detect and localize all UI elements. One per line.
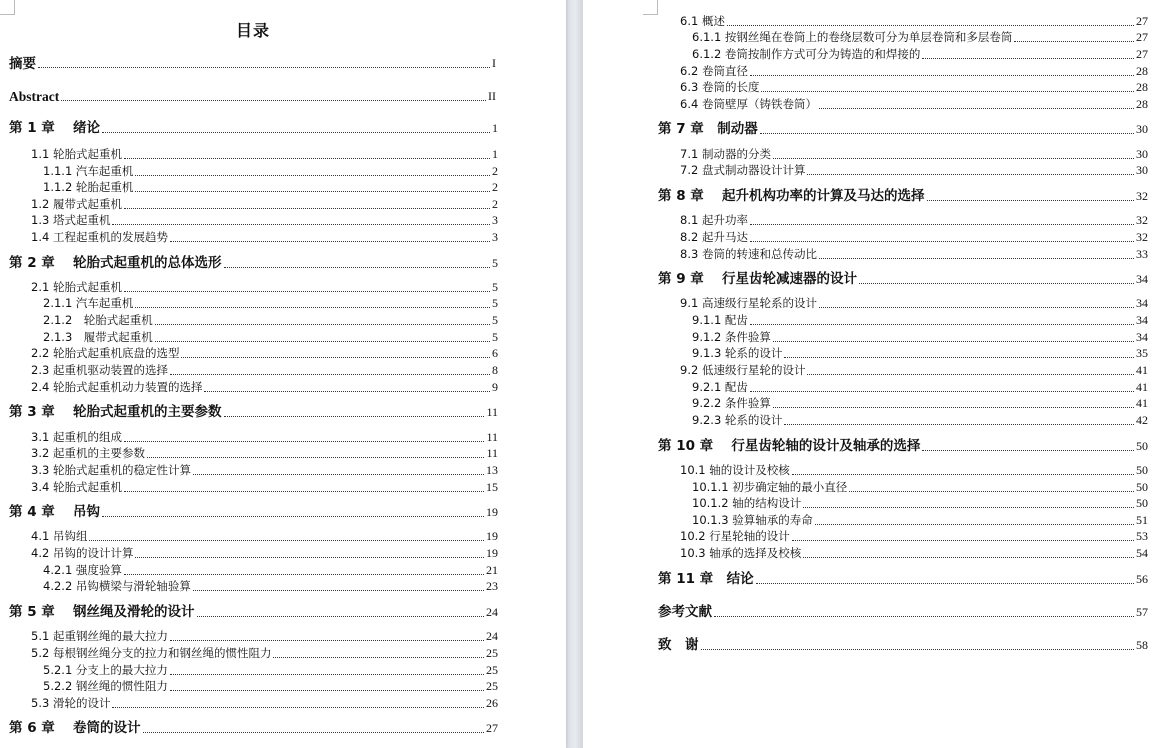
toc-chapter-entry[interactable] (9, 605, 498, 620)
page-gutter (566, 0, 583, 748)
toc-entry-label: 1.4 工程起重机的发展趋势 (31, 230, 168, 244)
toc-entry[interactable] (31, 363, 498, 378)
toc-entry[interactable] (680, 296, 1148, 311)
toc-chapter-entry[interactable] (9, 505, 498, 520)
toc-entry[interactable] (680, 463, 1148, 478)
toc-entry-label: 6.4 卷筒壁厚（铸铁卷筒） (680, 97, 817, 111)
toc-entry[interactable] (692, 396, 1148, 411)
toc-entry-label: 第 3 章 轮胎式起重机的主要参数 (9, 404, 222, 420)
toc-entry[interactable] (680, 529, 1148, 544)
toc-entry[interactable] (31, 280, 498, 295)
toc-entry-page-number: 6 (492, 346, 498, 360)
toc-entry-label: 8.1 起升功率 (680, 213, 748, 227)
toc-entry-page-number: 21 (486, 563, 498, 577)
toc-entry[interactable] (680, 64, 1148, 79)
toc-entry-label: 8.2 起升马达 (680, 230, 748, 244)
toc-entry-page-number: 28 (1136, 80, 1148, 94)
dot-leader (170, 674, 484, 675)
dot-leader (859, 283, 1134, 284)
toc-entry[interactable] (31, 463, 498, 478)
toc-entry[interactable] (31, 147, 498, 162)
toc-entry-label: 9.1.2 条件验算 (692, 330, 771, 344)
dot-leader (750, 324, 1134, 325)
toc-entry-page-number: 3 (492, 230, 498, 244)
dot-leader (761, 91, 1134, 92)
toc-entry[interactable] (680, 14, 1148, 29)
toc-entry-page-number: 3 (492, 213, 498, 227)
toc-entry-label: 第 8 章 起升机构功率的计算及马达的选择 (658, 188, 925, 204)
toc-chapter-entry[interactable] (9, 405, 498, 420)
toc-entry-page-number: 57 (1136, 605, 1148, 619)
toc-entry[interactable] (692, 313, 1148, 328)
dot-leader (815, 524, 1134, 525)
dot-leader (224, 267, 491, 268)
dot-leader (197, 616, 485, 617)
dot-leader (750, 224, 1134, 225)
toc-entry[interactable] (31, 529, 498, 544)
toc-entry[interactable] (43, 180, 498, 195)
dot-leader (807, 374, 1134, 375)
toc-entry[interactable] (680, 546, 1148, 561)
toc-entry-label: 10.1 轴的设计及校核 (680, 463, 790, 477)
toc-entry[interactable] (31, 213, 498, 228)
dot-leader (170, 690, 484, 691)
toc-entry[interactable] (43, 164, 498, 179)
toc-entry-page-number: 19 (486, 505, 498, 519)
toc-entry[interactable] (692, 413, 1148, 428)
toc-entry[interactable] (692, 380, 1148, 395)
toc-entry-page-number: 30 (1136, 122, 1148, 136)
toc-entry[interactable] (43, 579, 498, 594)
toc-entry-page-number: 25 (486, 646, 498, 660)
toc-entry[interactable] (31, 230, 498, 245)
toc-entry-label: 3.2 起重机的主要参数 (31, 446, 145, 460)
toc-chapter-entry[interactable] (658, 122, 1148, 137)
toc-chapter-entry[interactable] (9, 121, 498, 136)
toc-entry-page-number: 25 (486, 679, 498, 693)
toc-entry[interactable] (31, 546, 498, 561)
toc-entry[interactable] (692, 30, 1148, 45)
toc-entry-page-number: 5 (492, 330, 498, 344)
toc-entry-label: 第 10 章 行星齿轮轴的设计及轴承的选择 (658, 438, 921, 454)
dot-leader (756, 583, 1134, 584)
dot-leader (38, 67, 490, 68)
dot-leader (155, 324, 490, 325)
toc-entry-label: 6.1 概述 (680, 14, 725, 28)
toc-entry-label: 1.2 履带式起重机 (31, 197, 122, 211)
dot-leader (224, 416, 485, 417)
toc-entry-label: 10.1.3 验算轴承的寿命 (692, 513, 813, 527)
dot-leader (807, 174, 1134, 175)
toc-entry-page-number: 35 (1136, 346, 1148, 360)
toc-entry-page-number: 19 (486, 546, 498, 560)
dot-leader (819, 258, 1134, 259)
toc-entry[interactable] (692, 47, 1148, 62)
dot-leader (773, 341, 1134, 342)
toc-entry[interactable] (692, 496, 1148, 511)
dot-leader (135, 557, 484, 558)
toc-entry[interactable] (31, 629, 498, 644)
toc-entry-label: 10.1.1 初步确定轴的最小直径 (692, 480, 848, 494)
toc-entry-page-number: 2 (492, 164, 498, 178)
toc-entry-page-number: 50 (1136, 439, 1148, 453)
toc-entry-label: 2.1.2 轮胎式起重机 (43, 313, 153, 327)
dot-leader (760, 133, 1134, 134)
toc-entry[interactable] (680, 97, 1148, 112)
toc-entry-page-number: 11 (486, 405, 498, 419)
toc-entry-label: 5.2.1 分支上的最大拉力 (43, 663, 168, 677)
dot-leader (89, 540, 484, 541)
toc-entry[interactable] (43, 313, 498, 328)
toc-entry-page-number: 26 (486, 696, 498, 710)
toc-chapter-entry[interactable] (658, 272, 1148, 287)
toc-entry-label: 第 1 章 绪论 (9, 120, 100, 136)
dot-leader (124, 574, 484, 575)
toc-entry-page-number: 41 (1136, 363, 1148, 377)
toc-entry[interactable] (692, 480, 1148, 495)
toc-entry-page-number: 32 (1136, 213, 1148, 227)
dot-leader (803, 557, 1134, 558)
toc-entry-label: 4.2.2 吊钩横梁与滑轮轴验算 (43, 579, 191, 593)
toc-entry-label: 10.3 轴承的选择及校核 (680, 546, 802, 560)
toc-entry-label: 6.1.2 卷筒按制作方式可分为铸造的和焊接的 (692, 47, 921, 61)
dot-leader (792, 540, 1134, 541)
toc-entry-label: 2.3 起重机驱动装置的选择 (31, 363, 168, 377)
toc-entry-label: 3.4 轮胎式起重机 (31, 480, 122, 494)
toc-entry[interactable] (680, 363, 1148, 378)
dot-leader (124, 491, 484, 492)
dot-leader (135, 175, 490, 176)
dot-leader (155, 341, 490, 342)
toc-entry-page-number: 50 (1136, 463, 1148, 477)
dot-leader (922, 450, 1134, 451)
dot-leader (124, 208, 490, 209)
dot-leader (750, 241, 1134, 242)
toc-entry-label: 1.1.2 轮胎起重机 (43, 180, 134, 194)
toc-entry-label: 第 9 章 行星齿轮减速器的设计 (658, 271, 857, 287)
toc-entry[interactable] (31, 480, 498, 495)
toc-entry-page-number: 2 (492, 180, 498, 194)
document-page-right (583, 0, 1169, 748)
toc-chapter-entry[interactable] (658, 638, 1148, 653)
dot-leader (792, 474, 1134, 475)
toc-entry[interactable] (680, 230, 1148, 245)
toc-entry-page-number: 15 (486, 480, 498, 494)
toc-entry-label: 10.1.2 轴的结构设计 (692, 496, 802, 510)
toc-entry-label: 第 6 章 卷筒的设计 (9, 720, 141, 736)
dot-leader (124, 291, 490, 292)
toc-entry-page-number: 54 (1136, 546, 1148, 560)
toc-entry-label: 9.1 高速级行星轮系的设计 (680, 296, 817, 310)
toc-entry-page-number: II (488, 89, 496, 103)
dot-leader (143, 732, 485, 733)
toc-entry-page-number: 5 (492, 313, 498, 327)
dot-leader (135, 191, 490, 192)
toc-title: 目录 (235, 21, 270, 40)
toc-entry-label: 9.2.1 配齿 (692, 380, 748, 394)
toc-entry[interactable] (692, 330, 1148, 345)
toc-entry-page-number: 41 (1136, 396, 1148, 410)
toc-chapter-entry[interactable] (658, 572, 1148, 587)
toc-chapter-entry[interactable] (9, 89, 496, 104)
dot-leader (193, 590, 484, 591)
toc-entry-label: 8.3 卷筒的转速和总传动比 (680, 247, 817, 261)
toc-entry-page-number: 24 (486, 629, 498, 643)
crop-mark (0, 0, 15, 15)
toc-entry-page-number: 34 (1136, 330, 1148, 344)
toc-entry[interactable] (43, 330, 498, 345)
toc-entry-label: 5.3 滑轮的设计 (31, 696, 111, 710)
dot-leader (922, 58, 1134, 59)
toc-entry-label: 致 谢 (658, 637, 699, 653)
dot-leader (273, 657, 484, 658)
toc-entry-page-number: 19 (486, 529, 498, 543)
dot-leader (773, 158, 1134, 159)
toc-entry-page-number: 56 (1136, 572, 1148, 586)
toc-entry-page-number: 34 (1136, 272, 1148, 286)
toc-entry-label: 7.1 制动器的分类 (680, 147, 771, 161)
dot-leader (927, 200, 1135, 201)
toc-entry-label: 9.1.3 轮系的设计 (692, 346, 783, 360)
toc-entry[interactable] (31, 197, 498, 212)
toc-entry-label: 6.1.1 按钢丝绳在卷筒上的卷绕层数可分为单层卷筒和多层卷筒 (692, 30, 1013, 44)
toc-entry[interactable] (692, 513, 1148, 528)
toc-entry[interactable] (43, 563, 498, 578)
toc-entry-page-number: 30 (1136, 163, 1148, 177)
document-page-left (0, 0, 566, 748)
toc-entry-label: 3.1 起重机的组成 (31, 430, 122, 444)
toc-chapter-entry[interactable] (9, 256, 498, 271)
toc-entry-label: 参考文献 (658, 604, 712, 620)
toc-entry-page-number: 27 (486, 721, 498, 735)
toc-entry-label: 第 11 章 结论 (658, 571, 754, 587)
toc-entry-page-number: I (492, 56, 496, 70)
toc-entry-label: 1.3 塔式起重机 (31, 213, 111, 227)
dot-leader (773, 407, 1134, 408)
toc-entry-label: 第 2 章 轮胎式起重机的总体选形 (9, 255, 222, 271)
toc-entry-label: 2.1.3 履带式起重机 (43, 330, 153, 344)
dot-leader (181, 357, 490, 358)
toc-entry-page-number: 8 (492, 363, 498, 377)
dot-leader (1014, 41, 1134, 42)
toc-entry-page-number: 32 (1136, 189, 1148, 203)
dot-leader (61, 100, 486, 101)
toc-chapter-entry[interactable] (658, 605, 1148, 620)
dot-leader (170, 241, 490, 242)
dot-leader (819, 108, 1134, 109)
toc-entry-page-number: 5 (492, 256, 498, 270)
toc-entry[interactable] (680, 147, 1148, 162)
dot-leader (701, 649, 1135, 650)
toc-entry[interactable] (31, 380, 498, 395)
toc-entry-page-number: 13 (486, 463, 498, 477)
toc-entry[interactable] (43, 296, 498, 311)
toc-entry[interactable] (692, 346, 1148, 361)
toc-entry-label: 4.1 吊钩组 (31, 529, 88, 543)
toc-entry-page-number: 32 (1136, 230, 1148, 244)
toc-entry-label: 4.2 吊钩的设计计算 (31, 546, 134, 560)
dot-leader (170, 374, 490, 375)
toc-entry-label: 10.2 行星轮轴的设计 (680, 529, 790, 543)
toc-entry-label: 5.1 起重钢丝绳的最大拉力 (31, 629, 168, 643)
dot-leader (170, 640, 484, 641)
dot-leader (112, 707, 484, 708)
toc-entry[interactable] (31, 446, 498, 461)
toc-entry[interactable] (43, 679, 498, 694)
dot-leader (112, 224, 490, 225)
dot-leader (750, 75, 1134, 76)
toc-entry-label: 3.3 轮胎式起重机的稳定性计算 (31, 463, 191, 477)
toc-entry-label: 6.3 卷筒的长度 (680, 80, 760, 94)
toc-entry[interactable] (43, 663, 498, 678)
dot-leader (124, 441, 484, 442)
toc-entry[interactable] (31, 346, 498, 361)
toc-entry-label: 9.2 低速级行星轮的设计 (680, 363, 806, 377)
toc-entry-page-number: 27 (1136, 47, 1148, 61)
toc-entry-page-number: 34 (1136, 296, 1148, 310)
toc-entry-page-number: 28 (1136, 97, 1148, 111)
toc-entry-label: 第 7 章 制动器 (658, 121, 758, 137)
toc-entry-page-number: 53 (1136, 529, 1148, 543)
toc-entry-label: 第 4 章 吊钩 (9, 504, 100, 520)
toc-entry-page-number: 41 (1136, 380, 1148, 394)
toc-entry-page-number: 28 (1136, 64, 1148, 78)
toc-entry-label: 9.2.2 条件验算 (692, 396, 771, 410)
toc-entry-page-number: 58 (1136, 638, 1148, 652)
dot-leader (102, 132, 490, 133)
toc-entry-label: 1.1.1 汽车起重机 (43, 164, 134, 178)
dot-leader (102, 516, 484, 517)
dot-leader (803, 507, 1134, 508)
toc-entry-page-number: 50 (1136, 480, 1148, 494)
toc-entry-label: 5.2 每根钢丝绳分支的拉力和钢丝绳的惯性阻力 (31, 646, 272, 660)
toc-entry-page-number: 51 (1136, 513, 1148, 527)
toc-chapter-entry[interactable] (658, 439, 1148, 454)
toc-entry-label: 7.2 盘式制动器设计计算 (680, 163, 806, 177)
dot-leader (135, 307, 490, 308)
toc-entry-page-number: 9 (492, 380, 498, 394)
toc-entry[interactable] (680, 213, 1148, 228)
toc-entry[interactable] (680, 163, 1148, 178)
toc-entry-page-number: 30 (1136, 147, 1148, 161)
toc-entry-label: 2.1 轮胎式起重机 (31, 280, 122, 294)
toc-entry-page-number: 11 (486, 430, 498, 444)
crop-mark (643, 0, 658, 15)
toc-entry-label: 4.2.1 强度验算 (43, 563, 122, 577)
toc-entry[interactable] (680, 80, 1148, 95)
toc-entry-page-number: 23 (486, 579, 498, 593)
dot-leader (784, 357, 1134, 358)
toc-entry-page-number: 2 (492, 197, 498, 211)
toc-entry-label: 1.1 轮胎式起重机 (31, 147, 122, 161)
dot-leader (147, 457, 484, 458)
toc-chapter-entry[interactable] (9, 721, 498, 736)
toc-entry-label: 第 5 章 钢丝绳及滑轮的设计 (9, 604, 195, 620)
dot-leader (784, 424, 1134, 425)
dot-leader (714, 616, 1134, 617)
toc-entry-page-number: 5 (492, 280, 498, 294)
toc-entry-page-number: 27 (1136, 30, 1148, 44)
dot-leader (124, 158, 490, 159)
toc-entry-page-number: 50 (1136, 496, 1148, 510)
dot-leader (727, 25, 1134, 26)
toc-entry-page-number: 5 (492, 296, 498, 310)
toc-entry-page-number: 11 (486, 446, 498, 460)
toc-entry-label: 摘要 (9, 56, 36, 71)
dot-leader (849, 491, 1134, 492)
toc-entry-page-number: 25 (486, 663, 498, 677)
toc-chapter-entry[interactable] (9, 56, 496, 71)
toc-entry-label: 9.1.1 配齿 (692, 313, 748, 327)
toc-entry-page-number: 24 (486, 605, 498, 619)
toc-entry-label: 2.2 轮胎式起重机底盘的选型 (31, 346, 180, 360)
toc-entry-label: 2.4 轮胎式起重机动力装置的选择 (31, 380, 203, 394)
toc-entry-page-number: 27 (1136, 14, 1148, 28)
toc-entry-page-number: 1 (492, 121, 498, 135)
toc-entry[interactable] (31, 646, 498, 661)
toc-entry[interactable] (31, 430, 498, 445)
toc-entry-label: Abstract (9, 89, 60, 104)
toc-entry[interactable] (680, 247, 1148, 262)
toc-entry[interactable] (31, 696, 498, 711)
toc-entry-label: 5.2.2 钢丝绳的惯性阻力 (43, 679, 168, 693)
dot-leader (819, 307, 1134, 308)
toc-entry-page-number: 33 (1136, 247, 1148, 261)
toc-entry-page-number: 34 (1136, 313, 1148, 327)
toc-entry-label: 6.2 卷筒直径 (680, 64, 748, 78)
dot-leader (204, 391, 490, 392)
toc-entry-page-number: 1 (492, 147, 498, 161)
toc-entry-page-number: 42 (1136, 413, 1148, 427)
toc-entry-label: 9.2.3 轮系的设计 (692, 413, 783, 427)
dot-leader (750, 391, 1134, 392)
toc-chapter-entry[interactable] (658, 189, 1148, 204)
dot-leader (193, 474, 484, 475)
toc-entry-label: 2.1.1 汽车起重机 (43, 296, 134, 310)
